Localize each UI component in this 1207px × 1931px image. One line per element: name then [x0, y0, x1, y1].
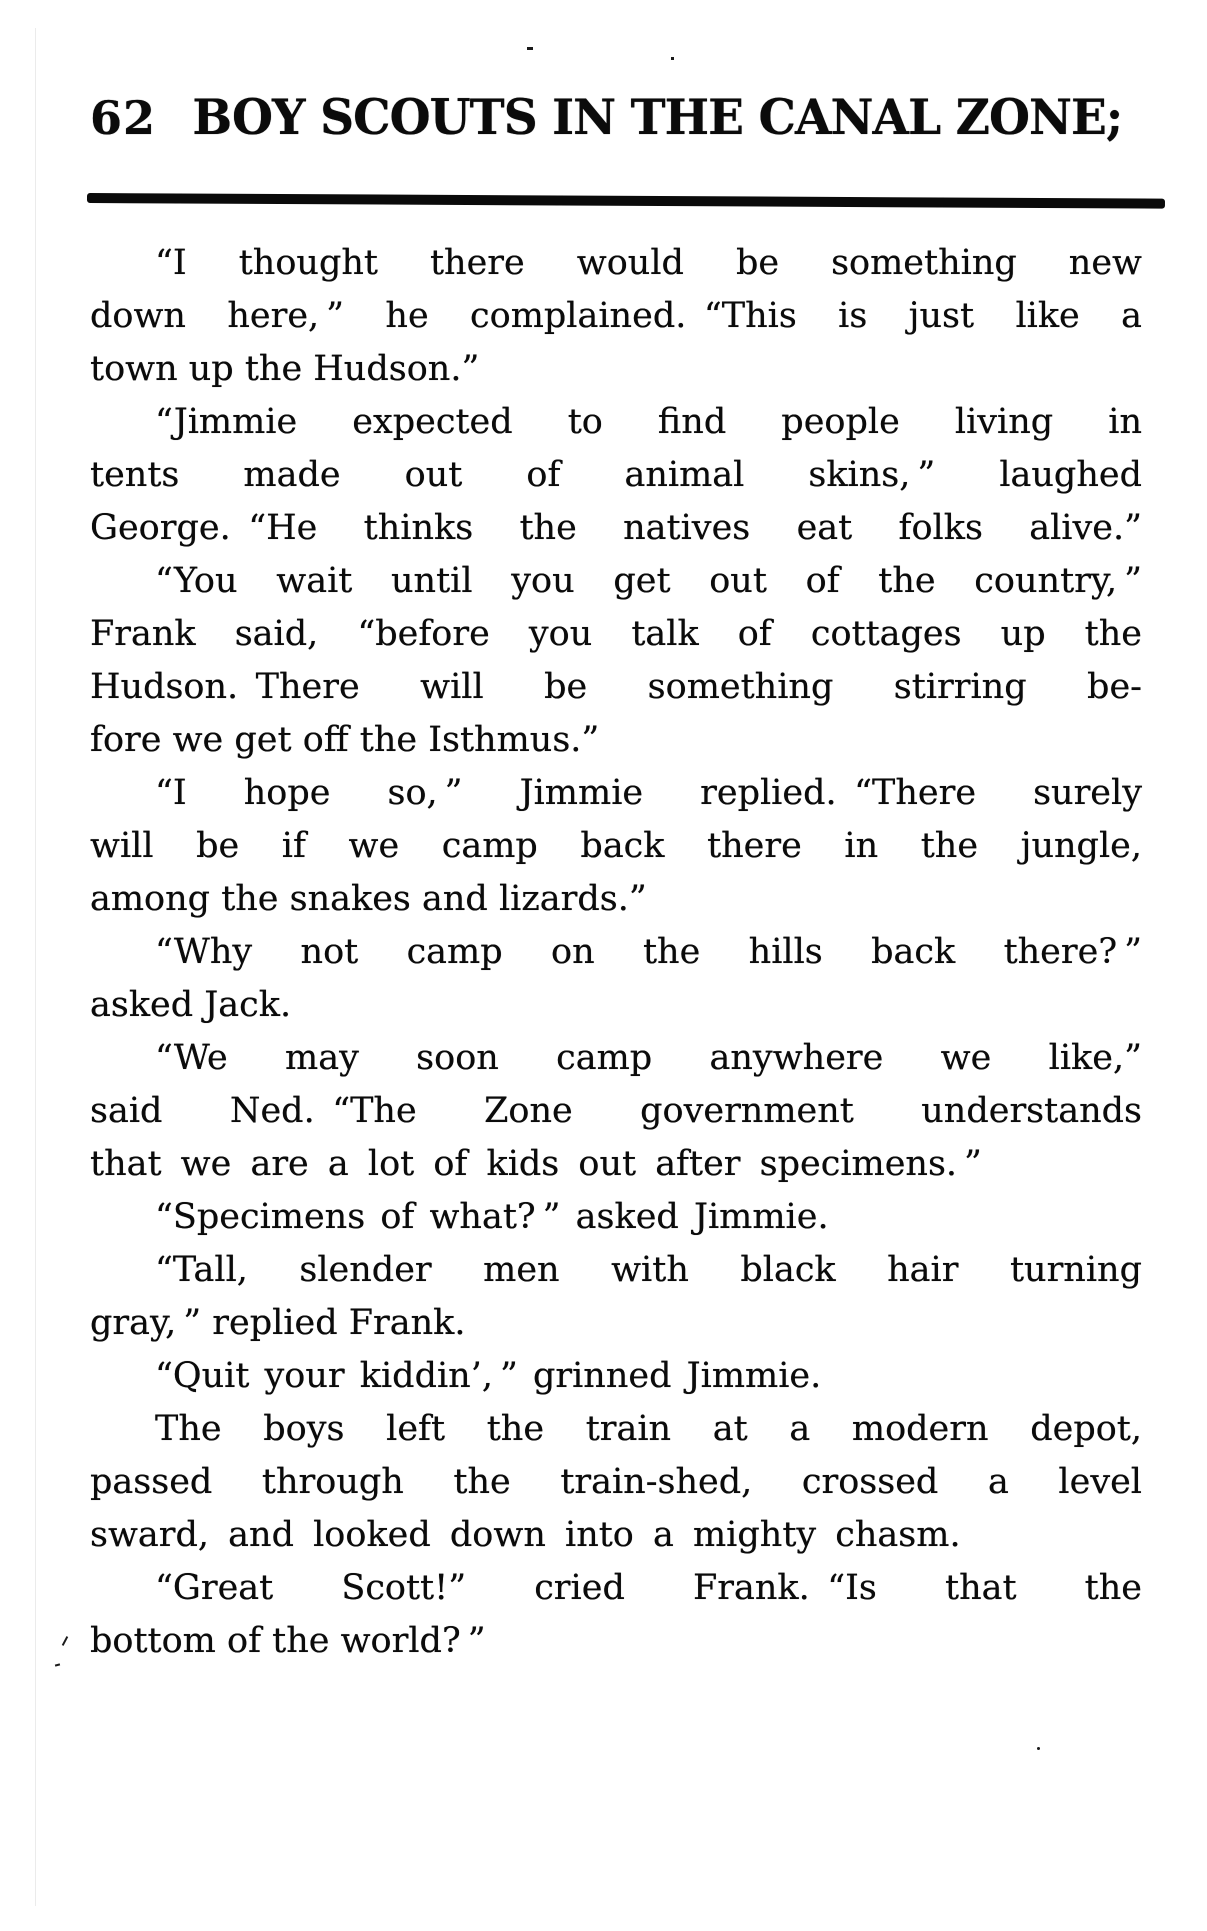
text-line: said Ned. “The Zone government understands: [90, 1091, 1142, 1131]
text-line: “Why not camp on the hills back there? ”: [155, 932, 1142, 972]
text-line: fore we get off the Isthmus.”: [90, 720, 600, 760]
running-head: [90, 88, 1142, 146]
text-line: tents made out of animal skins, ” laughed: [90, 455, 1142, 495]
text-line: “Tall, slender men with black hair turning: [155, 1250, 1142, 1290]
text-line: “You wait until you get out of the country, ”: [155, 561, 1142, 601]
ink-speck: [527, 47, 533, 50]
page-edge-scan-line: [35, 28, 36, 1906]
margin-mark: [55, 1663, 60, 1666]
text-line: Hudson. There will be something stirring be-: [90, 667, 1142, 707]
text-line: “Great Scott!” cried Frank. “Is that the: [155, 1568, 1142, 1608]
text-line: down here, ” he complained. “This is just like a: [90, 296, 1142, 336]
text-line: The boys left the train at a modern depot,: [155, 1409, 1142, 1449]
page-body-text: [90, 237, 1142, 1668]
ink-speck: [671, 57, 674, 60]
text-line: Frank said, “before you talk of cottages up the: [90, 614, 1142, 654]
text-line: passed through the train-shed, crossed a level: [90, 1462, 1142, 1502]
text-line: will be if we camp back there in the jungle,: [90, 826, 1142, 866]
text-line: George. “He thinks the natives eat folks alive.”: [90, 508, 1142, 548]
text-line: that we are a lot of kids out after specimens. ”: [90, 1144, 982, 1184]
text-line: town up the Hudson.”: [90, 349, 480, 389]
text-line: asked Jack.: [90, 985, 292, 1025]
text-line: “We may soon camp anywhere we like,”: [155, 1038, 1142, 1078]
text-line: “Jimmie expected to find people living in: [155, 402, 1142, 442]
text-line: “Quit your kiddin’, ” grinned Jimmie.: [155, 1356, 822, 1396]
text-line: “I hope so, ” Jimmie replied. “There surely: [155, 773, 1142, 813]
text-line: among the snakes and lizards.”: [90, 879, 647, 919]
margin-mark: [62, 1636, 68, 1646]
header-rule: [87, 193, 1165, 209]
text-line: “Specimens of what? ” asked Jimmie.: [155, 1197, 829, 1237]
text-line: gray, ” replied Frank.: [90, 1303, 466, 1343]
text-line: bottom of the world? ”: [90, 1621, 486, 1661]
ink-speck: [1037, 1747, 1040, 1750]
page-number: 62: [90, 91, 157, 145]
book-title-header: BOY SCOUTS IN THE CANAL ZONE;: [192, 88, 1123, 146]
text-line: sward, and looked down into a mighty chasm.: [90, 1515, 961, 1555]
text-line: “I thought there would be something new: [155, 243, 1142, 283]
